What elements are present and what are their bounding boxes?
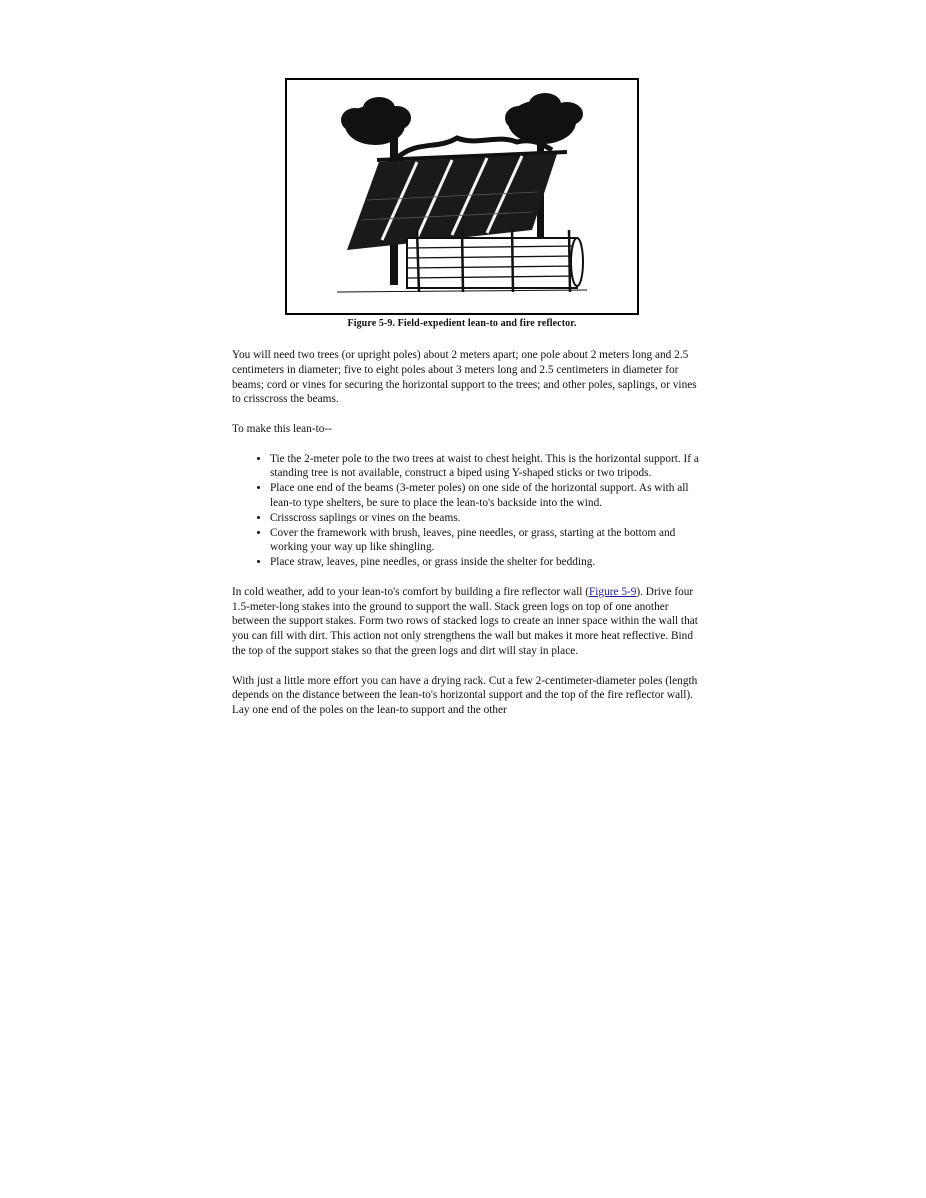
intro-paragraph: To make this lean-to--: [232, 422, 332, 435]
list-item: • Place straw, leaves, pine needles, or grass inside the shelter for bedding.: [270, 555, 700, 570]
steps-list: [232, 452, 700, 570]
list-item: • Cover the framework with brush, leaves, pine needles, or grass, starting at the bottom and working your way up like shingling.: [270, 526, 700, 556]
lean-to-roof: [347, 154, 557, 250]
cold-weather-text-start: In cold weather, add to your lean-to's comfort by building a fire reflector wall (: [232, 585, 589, 598]
figure-5-9: [285, 78, 639, 315]
lean-to-illustration: [287, 80, 637, 313]
document-body: [232, 348, 700, 733]
list-item: • Place one end of the beams (3-meter poles) on one side of the horizontal support. As with all lean-to type shelters, be sure to place the lean-to's backside into the wind.: [270, 481, 700, 511]
cold-weather-text-end: ). Drive four 1.5-meter-long stakes into the ground to support the wall. Stack green logs on top of one another between the support stakes. Form two rows of stacked logs to create an inner space within the wall that you can fill with dirt. This action not only strengthens the wall but makes it more heat reflective. Bind the top of the support stakes so that the green logs and dirt will stay in place.: [232, 585, 698, 657]
materials-paragraph: You will need two trees (or upright poles) about 2 meters apart; one pole about 2 meters long and 2.5 centimeters in diameter; five to eight poles about 3 meters long and 2.5 centimeters in diameter for beams; cord or vines for securing the horizontal support to the trees; and other poles, saplings, or vines to crisscross the beams.: [232, 349, 697, 406]
figure-5-9-link[interactable]: Figure 5-9: [589, 585, 637, 598]
list-item: • Crisscross saplings or vines on the beams.: [270, 511, 700, 526]
cold-weather-paragraph: [232, 585, 700, 659]
list-item: • Tie the 2-meter pole to the two trees at waist to chest height. This is the horizontal support. If a standing tree is not available, construct a biped using Y-shaped sticks or two tripods.: [270, 452, 700, 482]
fire-reflector-wall: [407, 228, 583, 292]
figure-caption: Figure 5-9. Field-expedient lean-to and fire reflector.: [347, 318, 577, 329]
drying-rack-paragraph: With just a little more effort you can have a drying rack. Cut a few 2-centimeter-diameter poles (length depends on the distance between the lean-to's horizontal support and the top of the fire reflector wall). Lay one end of the poles on the lean-to support and the other: [232, 674, 698, 717]
